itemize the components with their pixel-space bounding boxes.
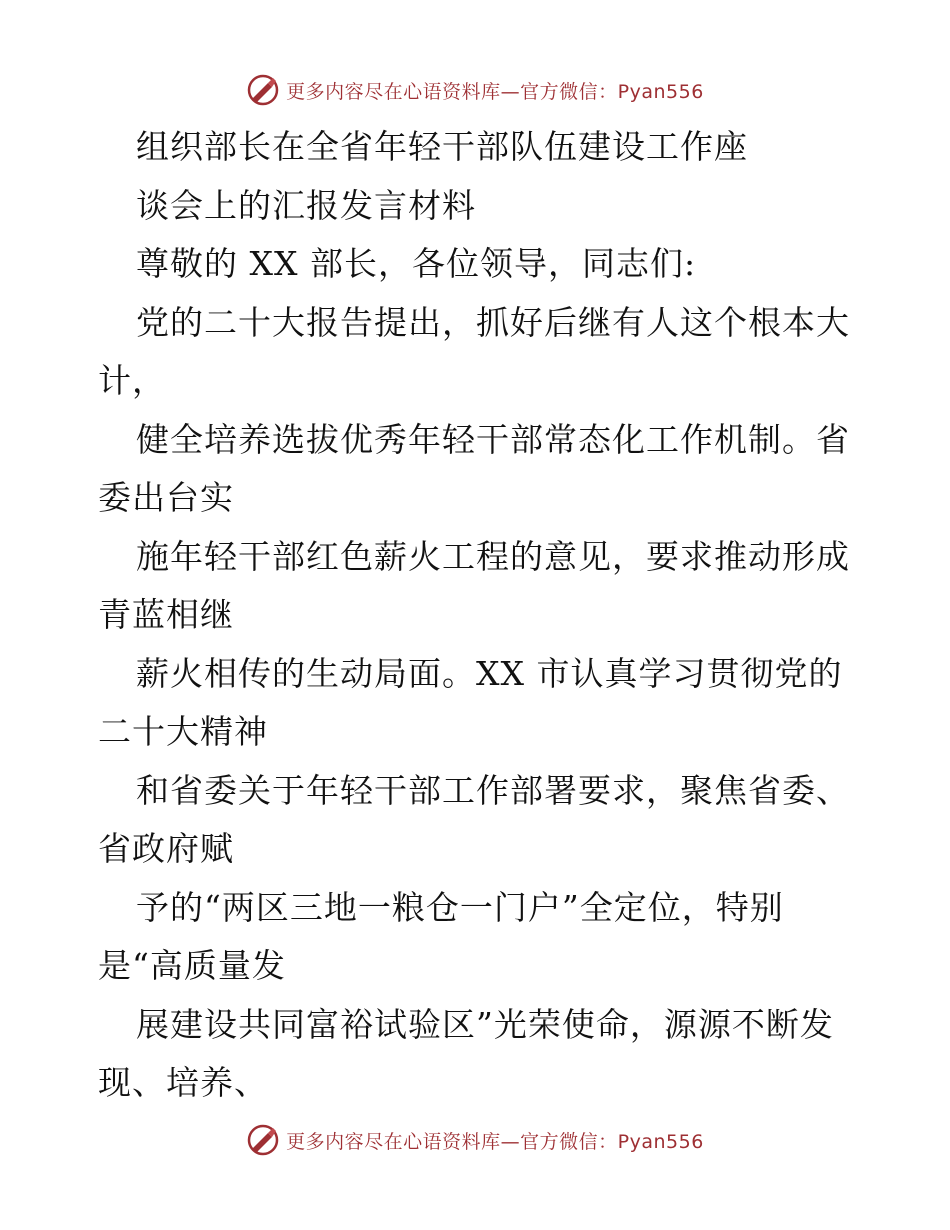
watermark-text: 更多内容尽在心语资料库—官方微信：Pyan556 [286,80,704,103]
footer-watermark [0,1120,950,1160]
text-line: 组织部长在全省年轻干部队伍建设工作座 [136,127,748,166]
pen-logo-icon [246,73,280,107]
text-line: 施年轻干部红色薪火工程的意见，要求推动形成 [136,536,850,576]
text-line: 薪火相传的生动局面。XX 市认真学习贯彻党的 [136,653,843,693]
text-line: 现、培养、 [98,1063,268,1102]
text-line: 青蓝相继 [98,595,234,634]
text-line: 予的“两区三地一粮仓一门户”全定位，特别 [136,887,784,927]
text-line: 计， [98,361,166,400]
text-line: 展建设共同富裕试验区”光荣使命，源源不断发 [136,1004,834,1044]
text-line: 二十大精神 [98,712,268,751]
watermark-text: 更多内容尽在心语资料库—官方微信：Pyan556 [286,1130,704,1153]
header-watermark [0,70,950,110]
text-line: 谈会上的汇报发言材料 [136,185,476,225]
text-line: 是“高质量发 [98,946,286,985]
text-line: 省政府赋 [98,829,234,868]
text-line: 委出台实 [98,478,234,517]
text-line: 和省委关于年轻干部工作部署要求，聚焦省委、 [136,770,850,810]
pen-logo-icon [246,1123,280,1157]
text-line: 党的二十大报告提出，抓好后继有人这个根本大 [136,302,850,342]
text-line: 尊敬的 XX 部长，各位领导，同志们: [136,244,697,283]
text-line: 健全培养选拔优秀年轻干部常态化工作机制。省 [136,419,850,459]
document-body [98,118,858,1113]
